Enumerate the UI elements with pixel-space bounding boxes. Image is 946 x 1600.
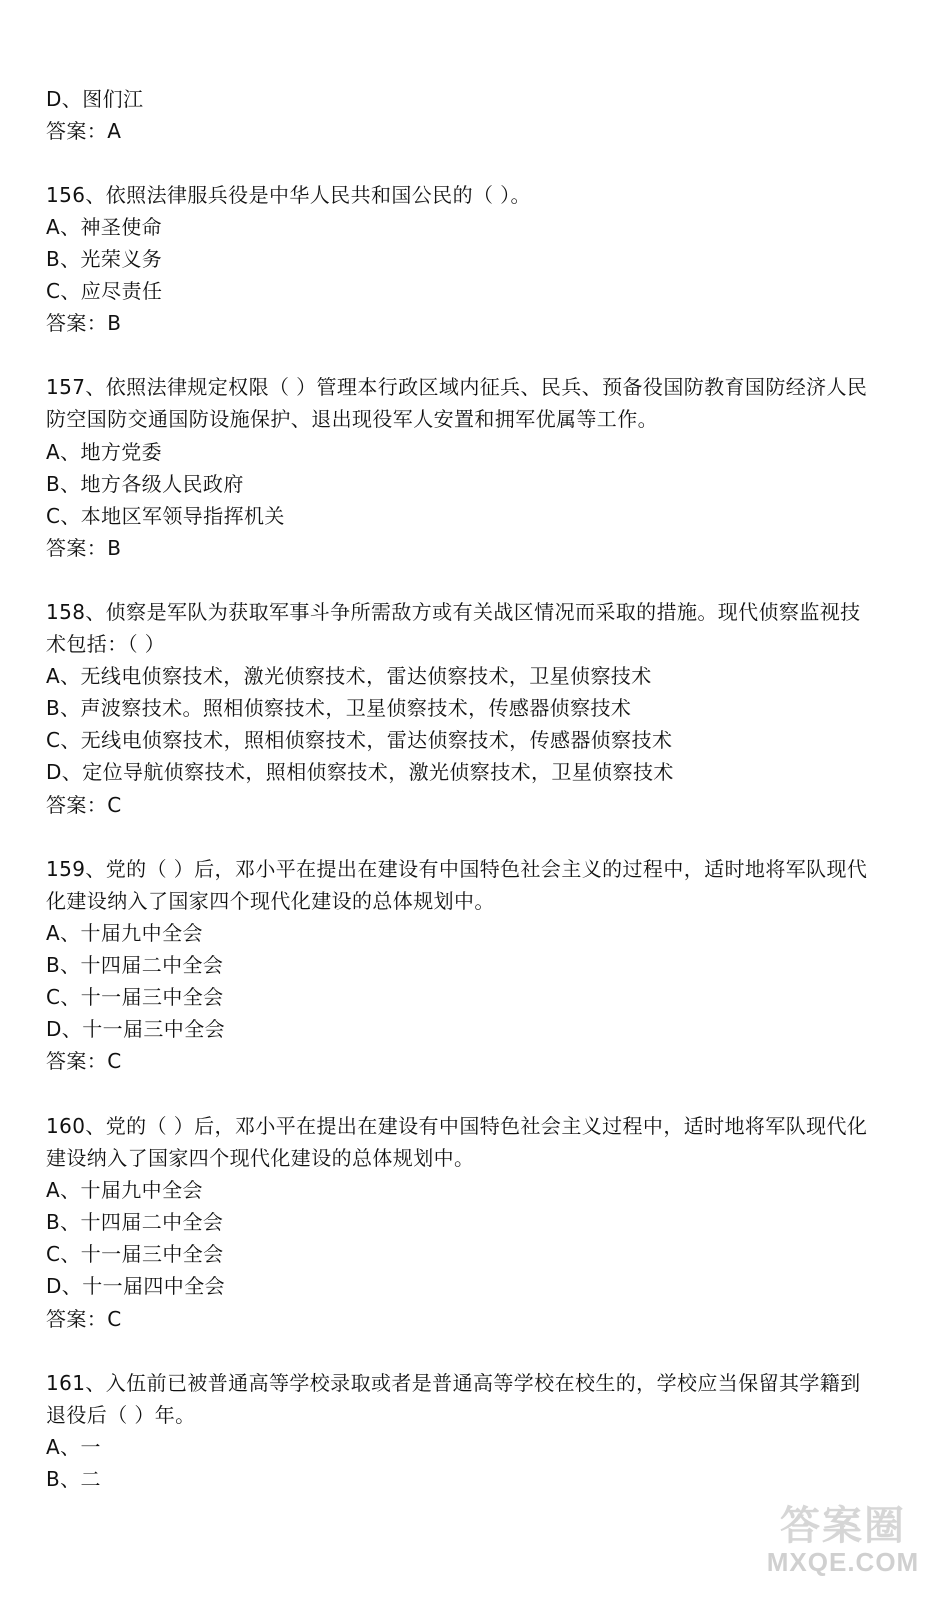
option-line: A、一 — [46, 1435, 101, 1459]
option-line: A、无线电侦察技术，激光侦察技术，雷达侦察技术，卫星侦察技术 — [46, 664, 652, 688]
answer-line: 答案：B — [46, 536, 122, 560]
option-line: D、十一届四中全会 — [46, 1274, 226, 1298]
option-line: C、十一届三中全会 — [46, 985, 224, 1009]
option-line: D、定位导航侦察技术，照相侦察技术，激光侦察技术，卫星侦察技术 — [46, 760, 674, 784]
option-line: C、应尽责任 — [46, 279, 163, 303]
watermark-url: MXQE.COM — [766, 1547, 920, 1577]
question-159-text-cont: 化建设纳入了国家四个现代化建设的总体规划中。 — [46, 889, 495, 913]
option-line: A、神圣使命 — [46, 215, 163, 239]
option-line: D、图们江 — [46, 87, 144, 111]
question-160-text: 160、党的（ ）后，邓小平在提出在建设有中国特色社会主义过程中，适时地将军队现代化 — [46, 1114, 868, 1138]
option-line: C、本地区军领导指挥机关 — [46, 504, 285, 528]
question-157-text: 157、依照法律规定权限（ ）管理本行政区域内征兵、民兵、预备役国防教育国防经济人民 — [46, 375, 868, 399]
question-161-text-cont: 退役后（ ）年。 — [46, 1403, 196, 1427]
option-line: B、地方各级人民政府 — [46, 472, 244, 496]
question-161-text: 161、入伍前已被普通高等学校录取或者是普通高等学校在校生的，学校应当保留其学籍到 — [46, 1371, 861, 1395]
option-line: C、十一届三中全会 — [46, 1242, 224, 1266]
option-line: B、二 — [46, 1467, 101, 1491]
site-watermark — [758, 1504, 928, 1584]
question-160-text-cont: 建设纳入了国家四个现代化建设的总体规划中。 — [46, 1146, 475, 1170]
option-line: B、声波察技术。照相侦察技术，卫星侦察技术，传感器侦察技术 — [46, 696, 632, 720]
answer-line: 答案：A — [46, 119, 122, 143]
question-157-text-cont: 防空国防交通国防设施保护、退出现役军人安置和拥军优属等工作。 — [46, 407, 658, 431]
option-line: A、十届九中全会 — [46, 921, 203, 945]
option-line: B、光荣义务 — [46, 247, 163, 271]
question-159-text: 159、党的（ ）后，邓小平在提出在建设有中国特色社会主义的过程中，适时地将军队现代 — [46, 857, 868, 881]
answer-line: 答案：C — [46, 793, 122, 817]
option-line: B、十四届二中全会 — [46, 1210, 224, 1234]
option-line: D、十一届三中全会 — [46, 1017, 226, 1041]
answer-line: 答案：B — [46, 311, 122, 335]
option-line: C、无线电侦察技术，照相侦察技术，雷达侦察技术，传感器侦察技术 — [46, 728, 673, 752]
question-158-text-cont: 术包括：（ ） — [46, 632, 166, 656]
question-158-text: 158、侦察是军队为获取军事斗争所需敌方或有关战区情况而采取的措施。现代侦察监视技 — [46, 600, 861, 624]
question-156-text: 156、依照法律服兵役是中华人民共和国公民的（ ）。 — [46, 183, 531, 207]
option-line: A、地方党委 — [46, 440, 163, 464]
option-line: B、十四届二中全会 — [46, 953, 224, 977]
option-line: A、十届九中全会 — [46, 1178, 203, 1202]
answer-line: 答案：C — [46, 1307, 122, 1331]
answer-line: 答案：C — [46, 1049, 122, 1073]
watermark-title: 答案圈 — [780, 1504, 906, 1548]
